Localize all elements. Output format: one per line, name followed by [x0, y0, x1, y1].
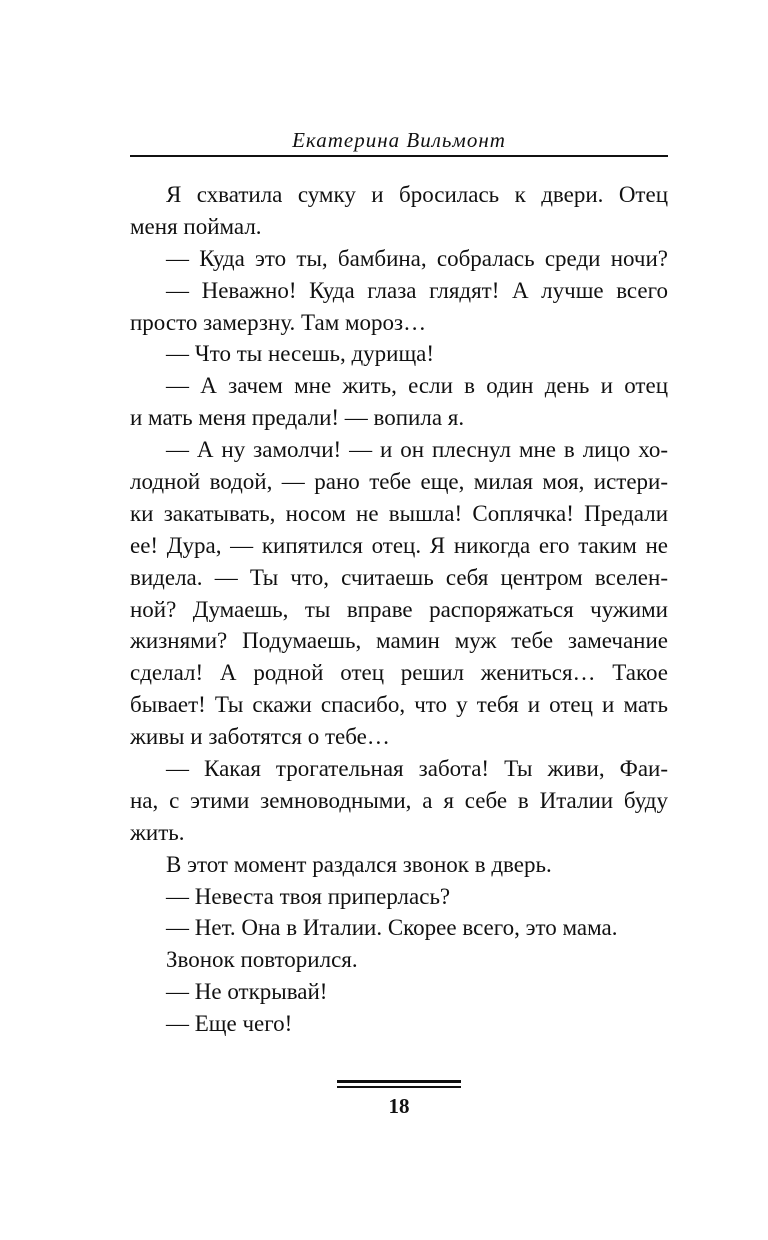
running-head: Екатерина Вильмонт [292, 128, 506, 152]
text-line: видела. — Ты что, считаешь себя центром вселен- [130, 564, 668, 590]
text-line: — Неважно! Куда глаза глядят! А лучше всего [166, 277, 668, 303]
body-text [130, 179, 668, 1040]
text-line: жить. [130, 819, 185, 845]
text-line: ной? Думаешь, ты вправе распоряжаться чужими [130, 596, 668, 622]
text-line: — Еще чего! [166, 1011, 293, 1037]
page-number: 18 [388, 1094, 410, 1118]
text-line: — Какая трогательная забота! Ты живи, Фаи- [166, 756, 668, 782]
text-line: живы и заботятся о тебе… [130, 724, 390, 750]
text-line: лодной водой, — рано тебе еще, милая моя, истери- [130, 469, 668, 495]
text-line: ее! Дура, — кипятился отец. Я никогда его таким не [130, 532, 668, 558]
text-line: — Не открывай! [166, 979, 328, 1005]
text-line: — А зачем мне жить, если в один день и отец [166, 373, 668, 399]
footer-rule-thick [337, 1080, 461, 1083]
text-line: Звонок повторился. [166, 947, 358, 973]
text-line: — Нет. Она в Италии. Скорее всего, это мама. [166, 915, 618, 941]
text-line: — Что ты несешь, дурища! [166, 341, 435, 367]
text-line: меня поймал. [130, 213, 262, 239]
text-line: Я схватила сумку и бросилась к двери. Отец [166, 182, 668, 207]
text-line: и мать меня предали! — вопила я. [130, 405, 465, 431]
text-line: бывает! Ты скажи спасибо, что у тебя и отец и мать [130, 692, 668, 718]
text-line: ки закатывать, носом не вышла! Соплячка! Предали [130, 500, 668, 526]
text-line: сделал! А родной отец решил жениться… Такое [130, 660, 668, 686]
footer-rule-thin [337, 1086, 461, 1088]
text-line: — Куда это ты, бамбина, собралась среди ночи? [166, 245, 668, 271]
text-line: на, с этими земноводными, а я себе в Италии буду [130, 787, 668, 813]
footer-rules [337, 1080, 461, 1088]
text-line: — Невеста твоя приперлась? [166, 883, 451, 909]
text-line: жизнями? Подумаешь, мамин муж тебе замечание [130, 628, 668, 654]
header-rule [130, 155, 668, 157]
text-line: В этот момент раздался звонок в дверь. [166, 851, 552, 877]
text-line: просто замерзну. Там мороз… [130, 309, 427, 335]
text-line: — А ну замолчи! — и он плеснул мне в лицо хо- [166, 437, 668, 463]
